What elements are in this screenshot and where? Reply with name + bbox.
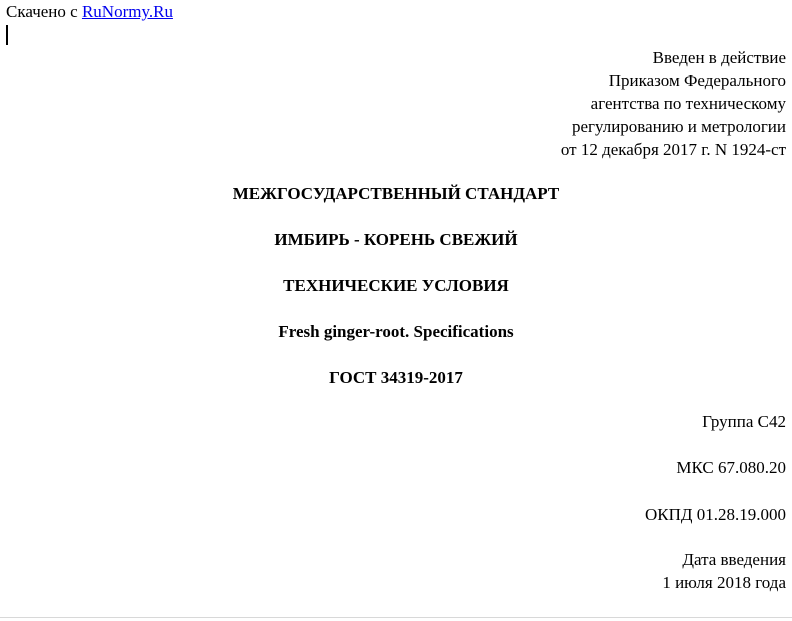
- subtitle-heading: ТЕХНИЧЕСКИЕ УСЛОВИЯ: [283, 276, 509, 295]
- approval-line-4: регулированию и метрологии: [571, 117, 786, 136]
- approval-line-5: от 12 декабря 2017 г. N 1924-ст: [560, 140, 786, 159]
- source-line: [6, 2, 173, 22]
- product-title: ИМБИРЬ - КОРЕНЬ СВЕЖИЙ: [274, 230, 518, 249]
- approval-line-2: Приказом Федерального: [608, 71, 786, 90]
- text-cursor: [6, 25, 8, 45]
- approval-line-1: Введен в действие: [652, 48, 786, 67]
- okpd-code: ОКПД 01.28.19.000: [645, 505, 786, 524]
- standard-code: ГОСТ 34319-2017: [329, 368, 463, 387]
- effective-date-value: 1 июля 2018 года: [662, 573, 786, 592]
- bottom-divider: [0, 617, 792, 618]
- group-code: Группа С42: [702, 412, 786, 431]
- source-prefix: Скачено с: [6, 2, 82, 21]
- source-link[interactable]: RuNormy.Ru: [81, 2, 173, 21]
- approval-line-3: агентства по техническому: [590, 94, 786, 113]
- mks-code: МКС 67.080.20: [676, 458, 786, 477]
- approval-block: [561, 46, 786, 161]
- effective-date-label: Дата введения: [682, 550, 786, 569]
- english-title: Fresh ginger-root. Specifications: [278, 322, 514, 341]
- standard-type-heading: МЕЖГОСУДАРСТВЕННЫЙ СТАНДАРТ: [232, 184, 560, 203]
